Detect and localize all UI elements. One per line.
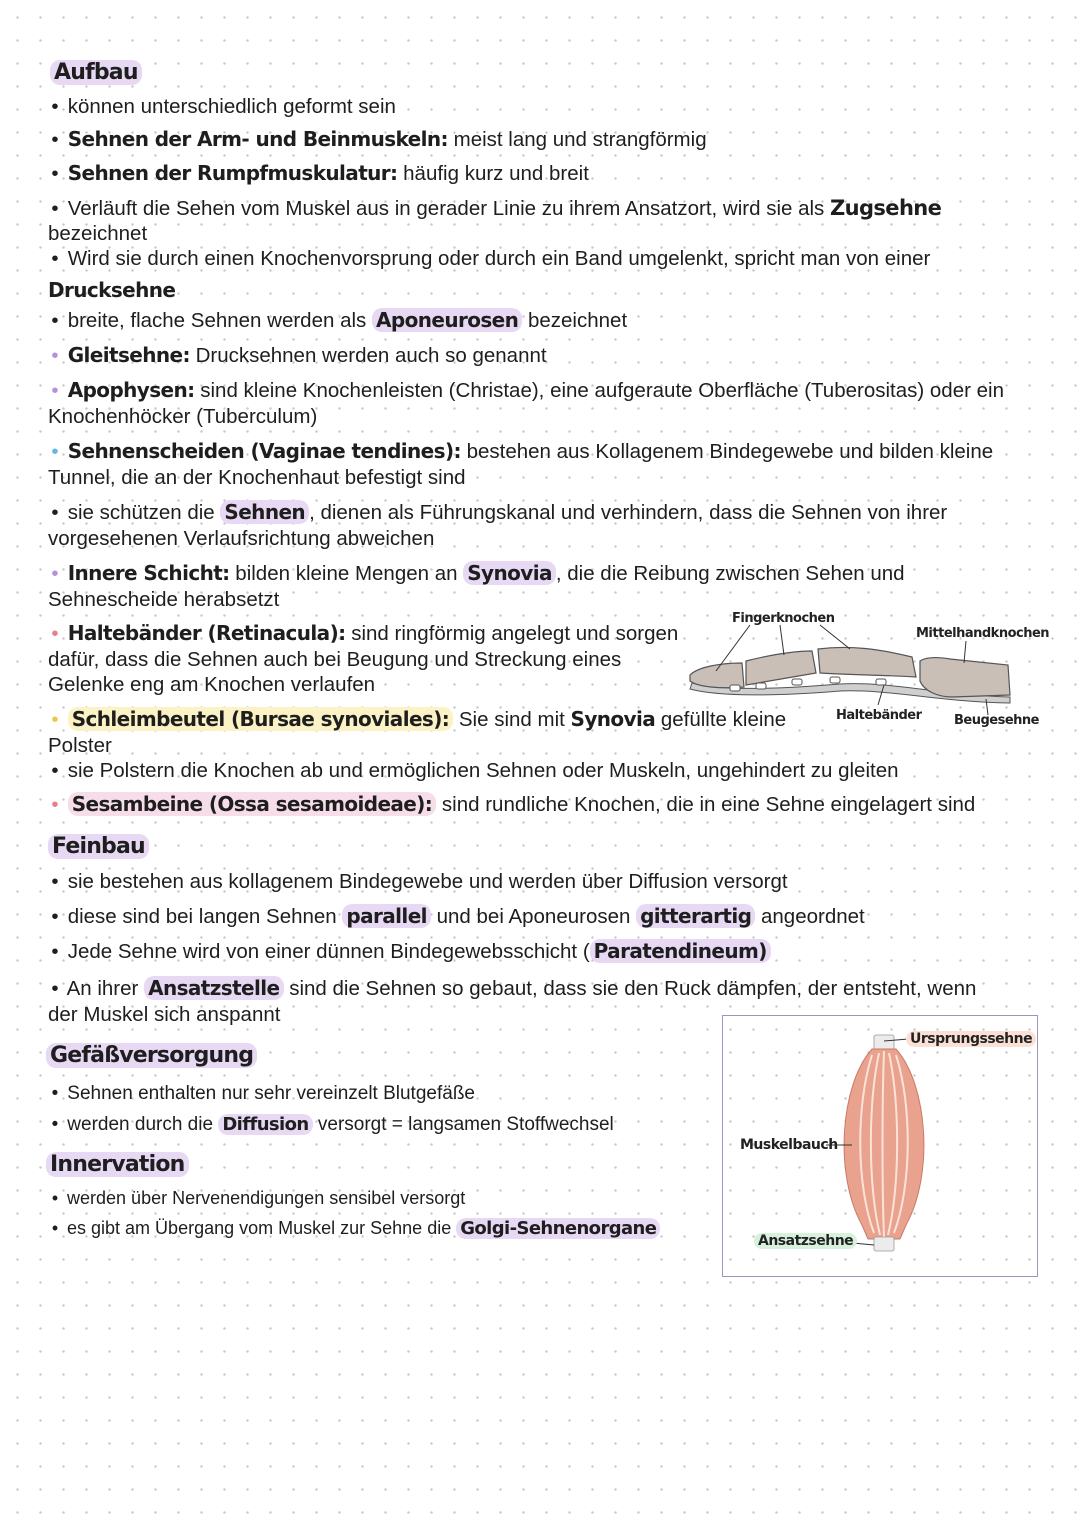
list-item: • Innere Schicht: bilden kleine Mengen an Synovia , die die Reibung zwischen Sehen und [51,561,905,585]
term-arm-bein: Sehnen der Arm- und Beinmuskeln: [67,127,448,151]
term-rumpf: Sehnen der Rumpfmuskulatur: [67,161,398,185]
list-item-cont: Tunnel, die an der Knochenhaut befestigt sind [48,466,466,489]
list-item: • Wird sie durch einen Knochenvorsprung oder durch ein Band umgelenkt, spricht man von einer [51,247,931,270]
list-item: • breite, flache Sehnen werden als Aponeurosen bezeichnet [51,308,628,332]
list-item-cont: bezeichnet [48,222,148,245]
term-golgi: Golgi-Sehnenorgane [456,1218,660,1239]
heading-aufbau: Aufbau [50,60,142,85]
list-item-cont: Gelenke eng am Knochen verlaufen [48,673,376,696]
list-item-cont: der Muskel sich anspannt [48,1003,281,1026]
term-drucksehne: Drucksehne [48,278,176,302]
list-item-cont [48,277,175,304]
heading-feinbau: Feinbau [48,834,149,859]
list-item: • Sehnen der Arm- und Beinmuskeln: meist lang und strangförmig [51,127,707,151]
term-parallel: parallel [342,904,431,928]
list-item: • Sehnenscheiden (Vaginae tendines): bestehen aus Kollagenem Bindegewebe und bilden kleine [51,439,994,463]
term-sesambeine: Sesambeine (Ossa sesamoideae): [68,792,437,816]
term-innere-schicht: Innere Schicht: [67,561,230,585]
list-item: • werden über Nervenendigungen sensibel versorgt [51,1188,466,1208]
list-item: • werden durch die Diffusion versorgt = langsamen Stoffwechsel [51,1114,614,1135]
list-item: • sie schützen die Sehnen , dienen als Führungskanal und verhindern, dass die Sehnen von ihrer [51,500,948,524]
list-item: • sie bestehen aus kollagenem Bindegewebe und werden über Diffusion versorgt [51,870,788,893]
term-aponeurosen: Aponeurosen [372,308,522,332]
list-item: • Sehnen enthalten nur sehr vereinzelt Blutgefäße [51,1083,475,1104]
list-item: • An ihrer Ansatzstelle sind die Sehnen so gebaut, dass sie den Ruck dämpfen, der entsteht, wenn [51,976,977,1000]
term-apophysen: Apophysen: [67,378,195,402]
term-gleitsehne: Gleitsehne: [67,343,190,367]
label-mittelhandknochen: Mittelhandknochen [916,626,1050,641]
list-item-cont: Polster [48,734,112,757]
label-fingerknochen: Fingerknochen [732,611,835,626]
label-haltebaender: Haltebänder [836,708,922,723]
list-item: • Schleimbeutel (Bursae synoviales): Sie sind mit Synovia gefüllte kleine [51,707,787,731]
heading-gefaessversorgung: Gefäßversorgung [46,1043,257,1068]
label-ansatzsehne: Ansatzsehne [754,1233,857,1249]
term-zugsehne: Zugsehne [830,196,942,220]
label-ursprungssehne: Ursprungssehne [906,1031,1036,1047]
list-item: • Sehnen der Rumpfmuskulatur: häufig kurz und breit [51,161,589,185]
list-item: • Jede Sehne wird von einer dünnen Bindegewebsschicht ( Paratendineum) [48,938,771,965]
term-ansatzstelle: Ansatzstelle [144,976,283,1000]
list-item: • diese sind bei langen Sehnen parallel und bei Aponeurosen gitterartig angeordnet [51,904,865,928]
list-item: • können unterschiedlich geformt sein [51,95,396,118]
term-gitterartig: gitterartig [636,904,755,928]
list-item: • Gleitsehne: Drucksehnen werden auch so genannt [51,343,547,367]
heading-innervation: Innervation [46,1152,189,1177]
label-beugesehne: Beugesehne [954,713,1039,728]
term-synovia-2: Synovia [570,707,656,731]
list-item: • Verläuft die Sehen vom Muskel aus in gerader Linie zu ihrem Ansatzort, wird sie als Zugsehne [51,196,942,220]
term-sehnenscheiden: Sehnenscheiden (Vaginae tendines): [67,439,461,463]
list-item-cont: dafür, dass die Sehnen auch bei Beugung und Streckung eines [48,648,622,671]
list-item: • Haltebänder (Retinacula): sind ringförmig angelegt und sorgen [51,621,679,645]
term-paratendineum: Paratendineum) [590,939,771,963]
term-sehnen: Sehnen [220,500,309,524]
list-item-cont: vorgesehenen Verlaufsrichtung abweichen [48,527,435,550]
list-item-cont: Knochenhöcker (Tuberculum) [48,405,318,428]
list-item: • sie Polstern die Knochen ab und ermöglichen Sehnen oder Muskeln, ungehindert zu gleiten [51,759,899,782]
term-schleimbeutel: Schleimbeutel (Bursae synoviales): [68,707,453,731]
label-muskelbauch: Muskelbauch [740,1137,838,1153]
list-item: • es gibt am Übergang vom Muskel zur Sehne die Golgi-Sehnenorgane [48,1215,660,1242]
term-haltebaender: Haltebänder (Retinacula): [67,621,346,645]
term-diffusion: Diffusion [218,1114,312,1135]
list-item: • Apophysen: sind kleine Knochenleisten (Christae), eine aufgeraute Oberfläche (Tuberositas) oder ein [51,378,1004,402]
term-synovia: Synovia [463,561,556,585]
list-item: • Sesambeine (Ossa sesamoideae): sind rundliche Knochen, die in eine Sehne eingelagert sind [51,792,976,816]
list-item-cont: Sehnescheide herabsetzt [48,588,280,611]
